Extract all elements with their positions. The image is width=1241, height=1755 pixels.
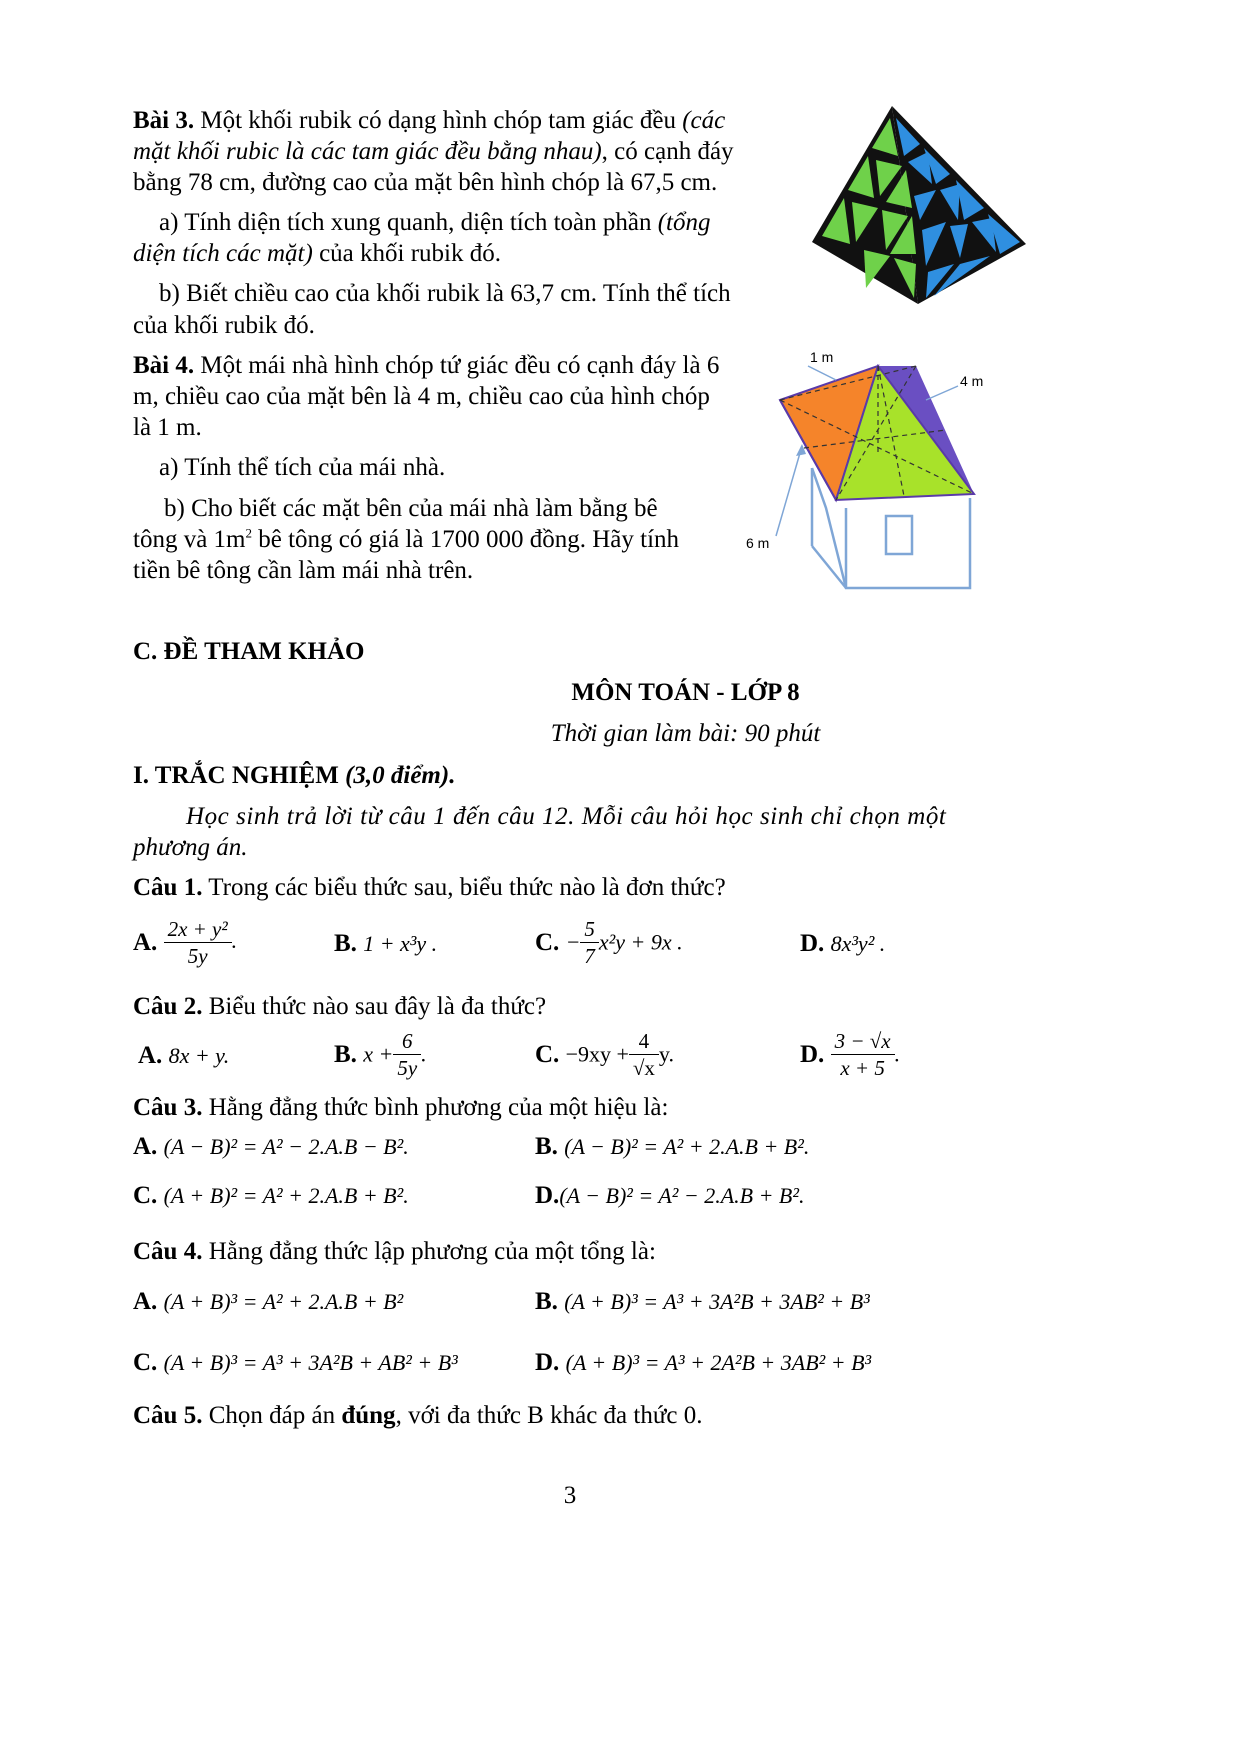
bai4-b-line-2: tông và $1m^2$ bê tông có giá là 1700 000 đồng. Hãy tính: [133, 525, 680, 553]
q3-stem: Câu 3. Hằng đẳng thức bình phương của một hiệu là:: [133, 1094, 669, 1121]
q3-option-d: D.(A − B)² = A² − 2.A.B + B².: [535, 1182, 805, 1209]
q1-option-b: B. 1 + x³y .: [334, 930, 438, 957]
q3-option-c: C. (A + B)² = A² + 2.A.B + B².: [133, 1182, 409, 1209]
instruction-line-2: phương án.: [133, 834, 248, 861]
q3-option-b: B. (A − B)² = A² + 2.A.B + B².: [535, 1133, 810, 1160]
q1-stem: Câu 1. Trong các biểu thức sau, biểu thức nào là đơn thức?: [133, 874, 726, 901]
bai4-line-3: là 1 m.: [133, 414, 202, 441]
bai4-b-line-3: tiền bê tông cần làm mái nhà trên.: [133, 557, 474, 584]
q1-option-a: A. $\frac{\text{2x + y²}}{5y}$ .: [133, 917, 238, 968]
page-number: 3: [563, 1482, 577, 1509]
q2-option-d: D. $\frac{3 - √x}{x + 5}$ .: [800, 1029, 901, 1080]
bai4-line-2: m, chiều cao của mặt bên là 4 m, chiều cao của hình chóp: [133, 383, 710, 410]
bai4-a: a) Tính thể tích của mái nhà.: [159, 454, 446, 481]
section-c-heading: C. ĐỀ THAM KHẢO: [133, 638, 365, 665]
q4-stem: Câu 4. Hằng đẳng thức lập phương của một tổng là:: [133, 1238, 656, 1265]
bai3-b-line-1: b) Biết chiều cao của khối rubik là 63,7 cm. Tính thể tích: [159, 280, 731, 307]
q2-option-a: A. 8x + y.: [138, 1042, 230, 1069]
label-1m: 1 m: [810, 349, 834, 365]
house-roof-figure: [736, 340, 1036, 600]
q5-stem: Câu 5. Chọn đáp án đúng, với đa thức B khác đa thức 0.: [133, 1402, 703, 1429]
q2-stem: Câu 2. Biểu thức nào sau đây là đa thức?: [133, 993, 547, 1020]
rubik-pyramid-figure: [808, 104, 1028, 310]
bai3-b-line-2: của khối rubik đó.: [133, 312, 315, 339]
instruction-line-1: Học sinh trả lời từ câu 1 đến câu 12. Mỗi câu hỏi học sinh chỉ chọn một: [186, 803, 947, 830]
subject-title: MÔN TOÁN - LỚP 8: [571, 679, 800, 706]
bai4-line-1: Bài 4. Một mái nhà hình chóp tứ giác đều có cạnh đáy là 6: [133, 352, 720, 379]
bai3-a-line-1: a) Tính diện tích xung quanh, diện tích toàn phần (tổng: [159, 209, 711, 236]
q4-option-a: A. (A + B)³ = A² + 2.A.B + B²: [133, 1288, 404, 1315]
time-note: Thời gian làm bài: 90 phút: [550, 720, 821, 747]
bai3-a-line-2: diện tích các mặt) của khối rubik đó.: [133, 240, 501, 267]
label-4m: 4 m: [960, 373, 984, 389]
part1-heading: I. TRẮC NGHIỆM (3,0 điểm).: [133, 762, 456, 789]
q4-option-b: B. (A + B)³ = A³ + 3A²B + 3AB² + B³: [535, 1288, 870, 1315]
label-6m: 6 m: [746, 535, 770, 551]
bai3-line-2: mặt khối rubic là các tam giác đều bằng nhau), có cạnh đáy: [133, 138, 734, 165]
q4-option-c: C. (A + B)³ = A³ + 3A²B + AB² + B³: [133, 1349, 458, 1376]
q1-option-c: C. − $\frac{5}{7}$ x²y + 9x .: [535, 917, 683, 968]
q2-option-c: C. −9xy + $\frac{4}{√x}$ y.: [535, 1029, 674, 1080]
q1-option-d: D. 8x³y² .: [800, 930, 886, 957]
q4-option-d: D. (A + B)³ = A³ + 2A²B + 3AB² + B³: [535, 1349, 872, 1376]
bai3-line-3: bằng 78 cm, đường cao của mặt bên hình chóp là 67,5 cm.: [133, 169, 718, 196]
bai4-b-line-1: b) Cho biết các mặt bên của mái nhà làm bằng bê: [164, 495, 658, 522]
q2-option-b: B. x + $\frac{6}{5y}$ .: [334, 1029, 427, 1080]
bai3-line-1: Bài 3. Một khối rubik có dạng hình chóp tam giác đều (các: [133, 107, 726, 134]
q3-option-a: A. (A − B)² = A² − 2.A.B − B².: [133, 1133, 409, 1160]
